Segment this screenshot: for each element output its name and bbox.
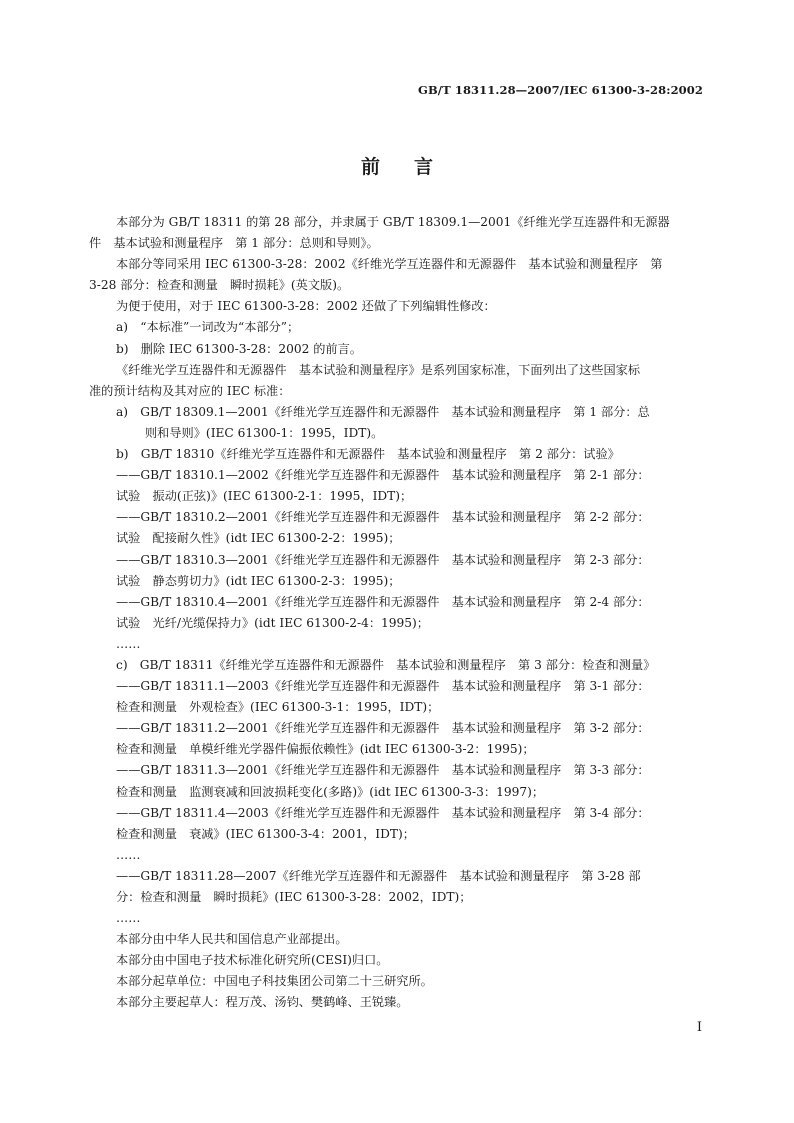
foreword-line: 准的预计结构及其对应的 IEC 标准： xyxy=(89,383,291,398)
foreword-line: 检查和测量 监测衰减和回波损耗变化(多路)》(idt IEC 61300-3-3：1997)； xyxy=(116,784,545,799)
foreword-line: 本部分起草单位：中国电子科技集团公司第二十三研究所。 xyxy=(116,974,433,989)
foreword-body xyxy=(89,212,705,1014)
foreword-line: 为便于使用，对于 IEC 61300-3-28：2002 还做了下列编辑性修改： xyxy=(116,299,496,314)
foreword-line: 分：检查和测量 瞬时损耗》(IEC 61300-3-28：2002，IDT)； xyxy=(116,890,472,904)
foreword-line: ——GB/T 18311.2—2001《纤维光学互连器件和无源器件 基本试验和测量程序 第 3-2 部分： xyxy=(116,721,650,736)
foreword-line: 本部分为 GB/T 18311 的第 28 部分，并隶属于 GB/T 18309.1—2001《纤维光学互连器件和无源器 xyxy=(116,215,670,229)
foreword-line: ——GB/T 18311.1—2003《纤维光学互连器件和无源器件 基本试验和测量程序 第 3-1 部分： xyxy=(116,679,650,694)
foreword-line: b) GB/T 18310《纤维光学互连器件和无源器件 基本试验和测量程序 第 2 部分：试验》 xyxy=(116,447,620,462)
foreword-line: 检查和测量 单模纤维光学器件偏振依赖性》(idt IEC 61300-3-2：1995)； xyxy=(116,742,535,757)
foreword-line: b) 删除 IEC 61300-3-28：2002 的前言。 xyxy=(116,341,362,356)
foreword-line: 本部分等同采用 IEC 61300-3-28：2002《纤维光学互连器件和无源器件 基本试验和测量程序 第 xyxy=(116,257,663,272)
foreword-line: 则和导则》(IEC 61300-1：1995，IDT)。 xyxy=(145,425,384,440)
page-title: 前言 xyxy=(360,156,467,178)
foreword-line: 本部分由中华人民共和国信息产业部提出。 xyxy=(116,932,348,947)
foreword-line: ——GB/T 18311.3—2001《纤维光学互连器件和无源器件 基本试验和测量程序 第 3-3 部分： xyxy=(116,763,650,778)
foreword-line: 试验 光纤/光缆保持力》(idt IEC 61300-2-4：1995)； xyxy=(116,615,429,630)
foreword-line: …… xyxy=(116,847,141,862)
foreword-line: 试验 配接耐久性》(idt IEC 61300-2-2：1995)； xyxy=(116,531,401,546)
foreword-line: …… xyxy=(116,911,141,926)
foreword-line: 试验 振动(正弦)》(IEC 61300-2-1：1995，IDT)； xyxy=(116,489,413,504)
foreword-line: 检查和测量 外观检查》(IEC 61300-3-1：1995，IDT)； xyxy=(116,700,440,715)
foreword-line: ——GB/T 18310.2—2001《纤维光学互连器件和无源器件 基本试验和测量程序 第 2-2 部分： xyxy=(116,510,650,525)
foreword-line: 试验 静态剪切力》(idt IEC 61300-2-3：1995)； xyxy=(116,573,401,588)
foreword-line: 3-28 部分：检查和测量 瞬时损耗》(英文版)。 xyxy=(89,278,350,293)
standard-number-header: GB/T 18311.28—2007/IEC 61300-3-28:2002 xyxy=(418,83,703,97)
page-number: I xyxy=(696,1020,702,1035)
foreword-line: …… xyxy=(116,636,141,651)
foreword-line: 件 基本试验和测量程序 第 1 部分：总则和导则》。 xyxy=(89,236,379,251)
foreword-line: 本部分由中国电子技术标准化研究所(CESI)归口。 xyxy=(116,953,389,968)
foreword-line: 检查和测量 衰减》(IEC 61300-3-4：2001，IDT)； xyxy=(116,826,415,841)
foreword-line: ——GB/T 18311.28—2007《纤维光学互连器件和无源器件 基本试验和测量程序 第 3-28 部 xyxy=(116,868,641,883)
foreword-line: ——GB/T 18311.4—2003《纤维光学互连器件和无源器件 基本试验和测量程序 第 3-4 部分： xyxy=(116,805,650,820)
foreword-line: a) “本标准”一词改为“本部分”； xyxy=(116,320,300,335)
foreword-line: 《纤维光学互连器件和无源器件 基本试验和测量程序》是系列国家标准，下面列出了这些国家标 xyxy=(116,362,641,377)
foreword-line: a) GB/T 18309.1—2001《纤维光学互连器件和无源器件 基本试验和测量程序 第 1 部分：总 xyxy=(116,404,650,419)
foreword-line: c) GB/T 18311《纤维光学互连器件和无源器件 基本试验和测量程序 第 3 部分：检查和测量》 xyxy=(116,657,656,672)
foreword-line: 本部分主要起草人：程万茂、汤钧、樊鹤峰、王锐臻。 xyxy=(116,995,409,1010)
foreword-line: ——GB/T 18310.4—2001《纤维光学互连器件和无源器件 基本试验和测量程序 第 2-4 部分： xyxy=(116,594,650,609)
foreword-line: ——GB/T 18310.3—2001《纤维光学互连器件和无源器件 基本试验和测量程序 第 2-3 部分： xyxy=(116,552,650,567)
foreword-line: ——GB/T 18310.1—2002《纤维光学互连器件和无源器件 基本试验和测量程序 第 2-1 部分： xyxy=(116,468,650,483)
